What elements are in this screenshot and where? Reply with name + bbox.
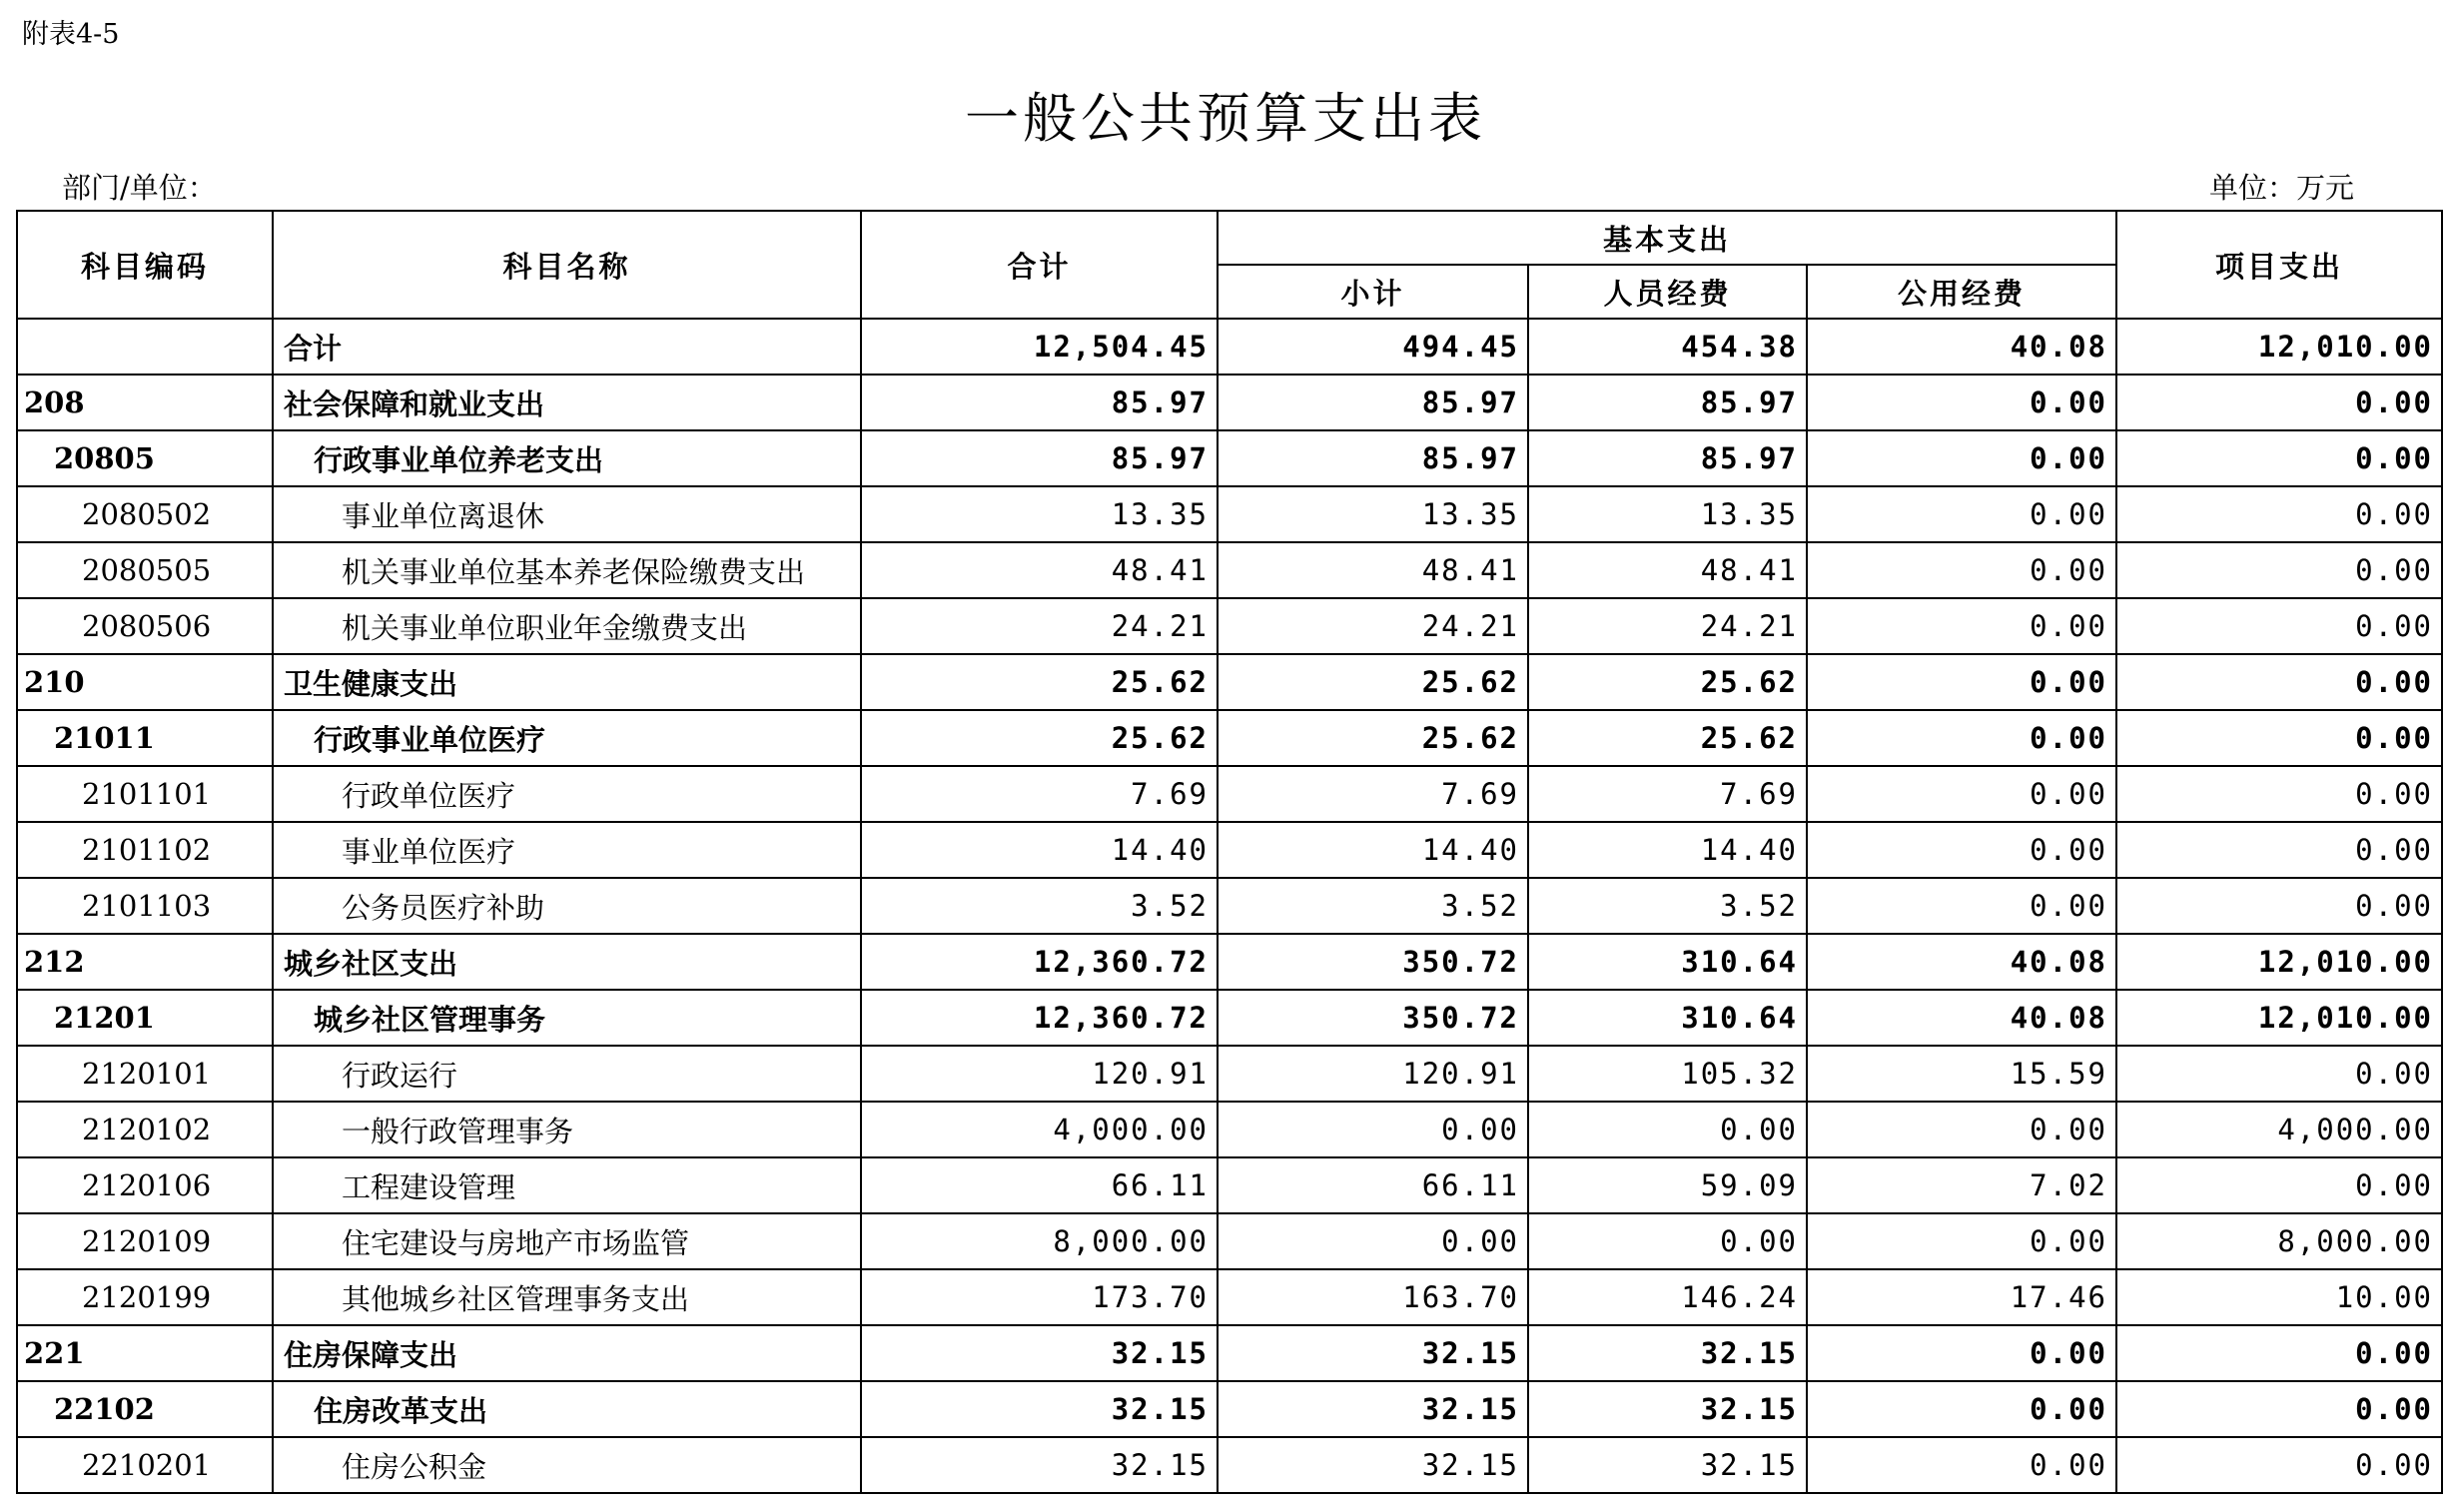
row-total: 12,360.72 [861, 990, 1218, 1046]
row-name: 机关事业单位基本养老保险缴费支出 [273, 542, 861, 598]
table-row [17, 934, 2442, 990]
row-code: 21011 [17, 710, 273, 766]
row-public: 0.00 [1807, 654, 2116, 710]
page-title: 一般公共预算支出表 [965, 87, 1486, 150]
row-subtotal: 13.35 [1218, 486, 1528, 542]
table-row [17, 486, 2442, 542]
row-project: 0.00 [2116, 766, 2442, 822]
row-code: 2080506 [17, 598, 273, 654]
row-total: 3.52 [861, 878, 1218, 934]
table-row [17, 990, 2442, 1046]
row-code: 208 [17, 375, 273, 430]
row-project: 4,000.00 [2116, 1102, 2442, 1157]
row-public: 0.00 [1807, 598, 2116, 654]
row-total: 32.15 [861, 1381, 1218, 1437]
row-subtotal: 3.52 [1218, 878, 1528, 934]
row-project: 0.00 [2116, 375, 2442, 430]
row-public: 0.00 [1807, 486, 2116, 542]
table-row [17, 1213, 2442, 1269]
table-row [17, 1381, 2442, 1437]
row-project: 12,010.00 [2116, 319, 2442, 375]
row-subtotal: 85.97 [1218, 430, 1528, 486]
row-subtotal: 0.00 [1218, 1213, 1528, 1269]
table-row [17, 822, 2442, 878]
row-subtotal: 25.62 [1218, 654, 1528, 710]
row-subtotal: 48.41 [1218, 542, 1528, 598]
table-row [17, 542, 2442, 598]
row-subtotal: 120.91 [1218, 1046, 1528, 1102]
row-project: 0.00 [2116, 654, 2442, 710]
row-total: 12,504.45 [861, 319, 1218, 375]
table-row [17, 654, 2442, 710]
row-total: 85.97 [861, 430, 1218, 486]
row-code: 2120106 [17, 1157, 273, 1213]
row-personnel: 3.52 [1528, 878, 1807, 934]
row-public: 0.00 [1807, 710, 2116, 766]
row-total: 8,000.00 [861, 1213, 1218, 1269]
row-total: 173.70 [861, 1269, 1218, 1325]
table-row [17, 375, 2442, 430]
row-code: 2120109 [17, 1213, 273, 1269]
row-subtotal: 14.40 [1218, 822, 1528, 878]
row-public: 0.00 [1807, 878, 2116, 934]
header-code: 科目编码 [17, 211, 273, 319]
row-total: 66.11 [861, 1157, 1218, 1213]
row-name: 合计 [273, 319, 861, 375]
row-name: 行政运行 [273, 1046, 861, 1102]
row-personnel: 0.00 [1528, 1213, 1807, 1269]
row-subtotal: 32.15 [1218, 1437, 1528, 1493]
row-code: 2120102 [17, 1102, 273, 1157]
row-code: 2101102 [17, 822, 273, 878]
table-body [17, 319, 2442, 1493]
row-personnel: 32.15 [1528, 1325, 1807, 1381]
header-subtotal: 小计 [1218, 265, 1528, 319]
row-code [17, 319, 273, 375]
row-project: 0.00 [2116, 1157, 2442, 1213]
row-personnel: 32.15 [1528, 1381, 1807, 1437]
row-public: 0.00 [1807, 375, 2116, 430]
row-personnel: 59.09 [1528, 1157, 1807, 1213]
row-total: 85.97 [861, 375, 1218, 430]
row-personnel: 310.64 [1528, 934, 1807, 990]
row-personnel: 32.15 [1528, 1437, 1807, 1493]
row-total: 13.35 [861, 486, 1218, 542]
department-label: 部门/单位： [62, 171, 217, 205]
row-public: 40.08 [1807, 319, 2116, 375]
row-project: 12,010.00 [2116, 934, 2442, 990]
row-name: 机关事业单位职业年金缴费支出 [273, 598, 861, 654]
row-project: 0.00 [2116, 1325, 2442, 1381]
table-row [17, 766, 2442, 822]
row-public: 0.00 [1807, 766, 2116, 822]
row-subtotal: 494.45 [1218, 319, 1528, 375]
row-project: 0.00 [2116, 878, 2442, 934]
table-row [17, 1046, 2442, 1102]
row-personnel: 25.62 [1528, 654, 1807, 710]
row-name: 住房公积金 [273, 1437, 861, 1493]
row-code: 2120101 [17, 1046, 273, 1102]
row-subtotal: 85.97 [1218, 375, 1528, 430]
row-total: 48.41 [861, 542, 1218, 598]
row-name: 社会保障和就业支出 [273, 375, 861, 430]
row-personnel: 0.00 [1528, 1102, 1807, 1157]
row-subtotal: 25.62 [1218, 710, 1528, 766]
unit-label: 单位：万元 [2208, 171, 2354, 205]
row-name: 城乡社区管理事务 [273, 990, 861, 1046]
row-name: 城乡社区支出 [273, 934, 861, 990]
row-name: 行政事业单位医疗 [273, 710, 861, 766]
row-personnel: 454.38 [1528, 319, 1807, 375]
header-total: 合计 [861, 211, 1218, 319]
row-project: 0.00 [2116, 710, 2442, 766]
row-name: 公务员医疗补助 [273, 878, 861, 934]
header-project: 项目支出 [2116, 211, 2442, 319]
row-code: 2101103 [17, 878, 273, 934]
row-code: 210 [17, 654, 273, 710]
row-code: 2101101 [17, 766, 273, 822]
row-public: 40.08 [1807, 990, 2116, 1046]
row-public: 7.02 [1807, 1157, 2116, 1213]
row-public: 0.00 [1807, 1213, 2116, 1269]
row-project: 0.00 [2116, 1046, 2442, 1102]
row-total: 32.15 [861, 1437, 1218, 1493]
row-personnel: 48.41 [1528, 542, 1807, 598]
row-personnel: 146.24 [1528, 1269, 1807, 1325]
row-name: 卫生健康支出 [273, 654, 861, 710]
row-name: 其他城乡社区管理事务支出 [273, 1269, 861, 1325]
row-personnel: 85.97 [1528, 430, 1807, 486]
row-personnel: 24.21 [1528, 598, 1807, 654]
budget-table [16, 210, 2443, 1494]
row-subtotal: 0.00 [1218, 1102, 1528, 1157]
row-public: 0.00 [1807, 822, 2116, 878]
row-subtotal: 7.69 [1218, 766, 1528, 822]
table-row [17, 430, 2442, 486]
row-personnel: 7.69 [1528, 766, 1807, 822]
row-public: 40.08 [1807, 934, 2116, 990]
row-project: 0.00 [2116, 430, 2442, 486]
row-total: 25.62 [861, 710, 1218, 766]
row-project: 12,010.00 [2116, 990, 2442, 1046]
row-name: 住房保障支出 [273, 1325, 861, 1381]
row-total: 32.15 [861, 1325, 1218, 1381]
row-public: 0.00 [1807, 430, 2116, 486]
row-public: 17.46 [1807, 1269, 2116, 1325]
header-public: 公用经费 [1807, 265, 2116, 319]
row-name: 行政单位医疗 [273, 766, 861, 822]
row-code: 2120199 [17, 1269, 273, 1325]
table-row [17, 1102, 2442, 1157]
row-code: 2080505 [17, 542, 273, 598]
table-row [17, 319, 2442, 375]
table-row [17, 598, 2442, 654]
row-name: 事业单位医疗 [273, 822, 861, 878]
row-project: 0.00 [2116, 542, 2442, 598]
row-name: 工程建设管理 [273, 1157, 861, 1213]
header-personnel: 人员经费 [1528, 265, 1807, 319]
table-row [17, 710, 2442, 766]
row-total: 24.21 [861, 598, 1218, 654]
row-code: 20805 [17, 430, 273, 486]
row-project: 0.00 [2116, 486, 2442, 542]
row-project: 0.00 [2116, 1437, 2442, 1493]
row-project: 0.00 [2116, 1381, 2442, 1437]
appendix-label: 附表4-5 [22, 19, 120, 50]
row-subtotal: 66.11 [1218, 1157, 1528, 1213]
row-total: 12,360.72 [861, 934, 1218, 990]
row-subtotal: 32.15 [1218, 1325, 1528, 1381]
row-public: 0.00 [1807, 1102, 2116, 1157]
row-personnel: 105.32 [1528, 1046, 1807, 1102]
row-personnel: 13.35 [1528, 486, 1807, 542]
row-code: 2080502 [17, 486, 273, 542]
row-subtotal: 350.72 [1218, 934, 1528, 990]
row-total: 120.91 [861, 1046, 1218, 1102]
row-personnel: 310.64 [1528, 990, 1807, 1046]
table-row [17, 1437, 2442, 1493]
row-project: 10.00 [2116, 1269, 2442, 1325]
row-name: 住宅建设与房地产市场监管 [273, 1213, 861, 1269]
row-code: 221 [17, 1325, 273, 1381]
row-code: 21201 [17, 990, 273, 1046]
row-subtotal: 24.21 [1218, 598, 1528, 654]
table-header [17, 211, 2442, 319]
header-basic: 基本支出 [1218, 211, 2116, 265]
row-subtotal: 350.72 [1218, 990, 1528, 1046]
table-row [17, 1325, 2442, 1381]
row-public: 0.00 [1807, 542, 2116, 598]
row-total: 4,000.00 [861, 1102, 1218, 1157]
row-code: 212 [17, 934, 273, 990]
table-row [17, 1269, 2442, 1325]
row-personnel: 14.40 [1528, 822, 1807, 878]
row-name: 住房改革支出 [273, 1381, 861, 1437]
row-public: 0.00 [1807, 1381, 2116, 1437]
row-total: 14.40 [861, 822, 1218, 878]
row-project: 8,000.00 [2116, 1213, 2442, 1269]
row-public: 0.00 [1807, 1437, 2116, 1493]
row-subtotal: 163.70 [1218, 1269, 1528, 1325]
row-name: 事业单位离退休 [273, 486, 861, 542]
table-row [17, 878, 2442, 934]
header-name: 科目名称 [273, 211, 861, 319]
row-personnel: 25.62 [1528, 710, 1807, 766]
row-public: 15.59 [1807, 1046, 2116, 1102]
row-code: 2210201 [17, 1437, 273, 1493]
row-public: 0.00 [1807, 1325, 2116, 1381]
row-total: 7.69 [861, 766, 1218, 822]
row-project: 0.00 [2116, 598, 2442, 654]
table-row [17, 1157, 2442, 1213]
row-name: 行政事业单位养老支出 [273, 430, 861, 486]
row-project: 0.00 [2116, 822, 2442, 878]
row-personnel: 85.97 [1528, 375, 1807, 430]
row-subtotal: 32.15 [1218, 1381, 1528, 1437]
row-code: 22102 [17, 1381, 273, 1437]
row-name: 一般行政管理事务 [273, 1102, 861, 1157]
row-total: 25.62 [861, 654, 1218, 710]
